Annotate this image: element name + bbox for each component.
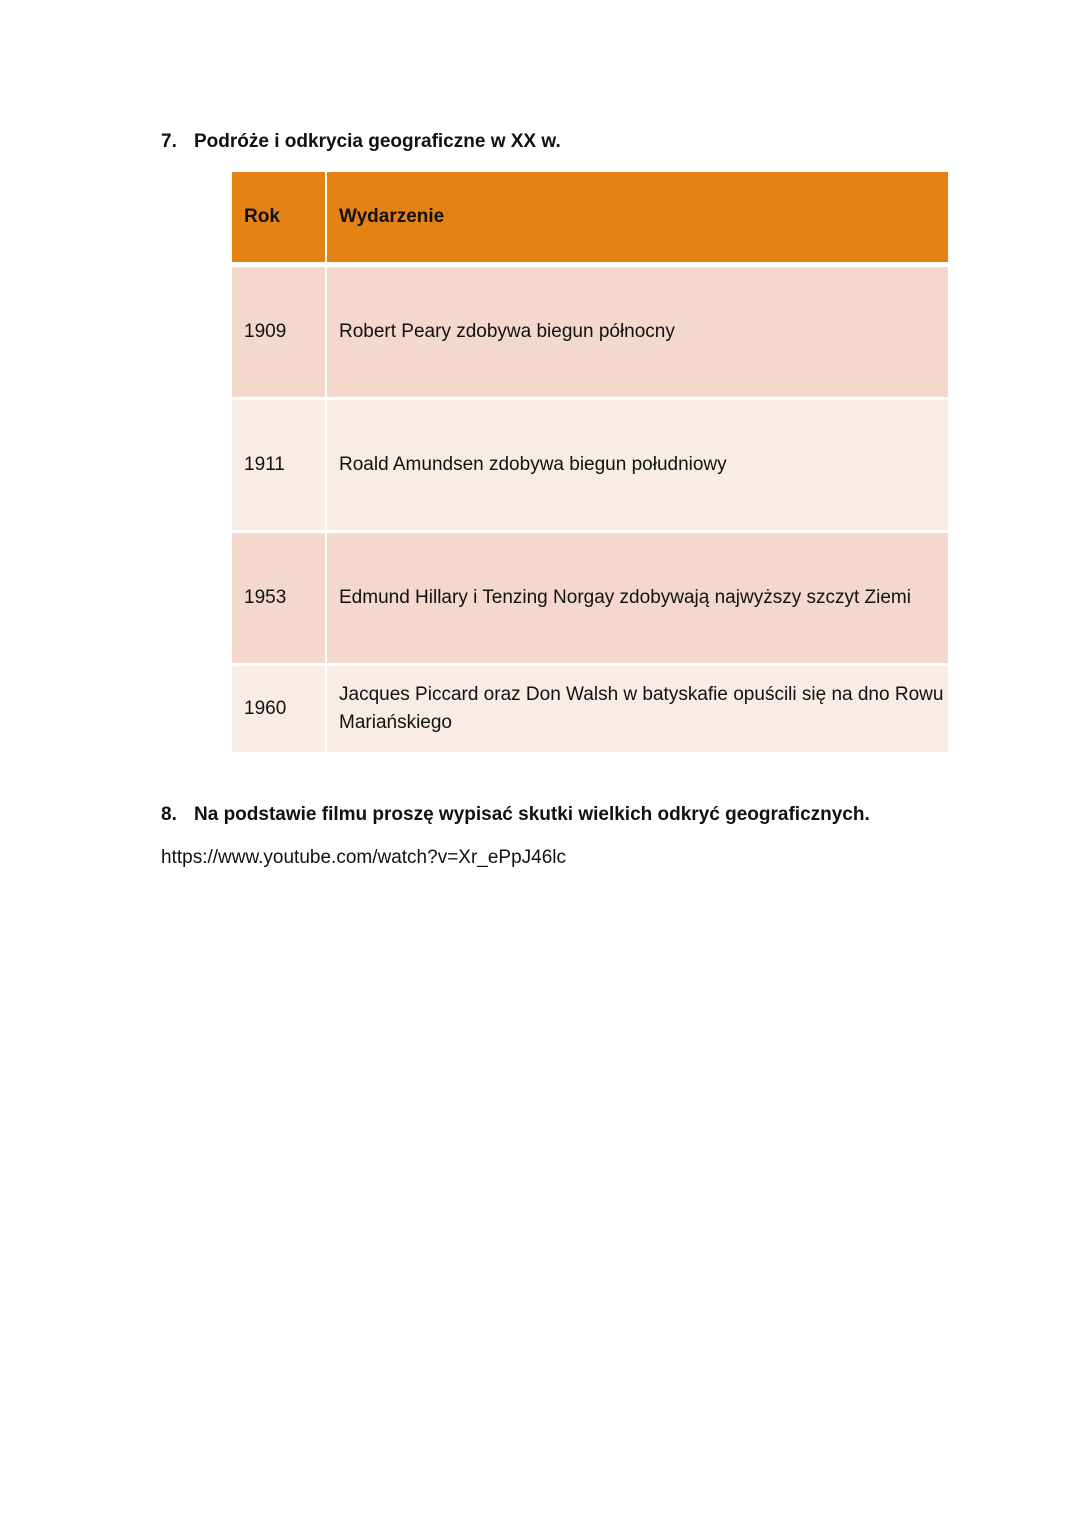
section-7-heading xyxy=(161,130,561,154)
section-7-number: 7. xyxy=(161,131,177,152)
row-year: 1960 xyxy=(232,665,326,753)
section-8-heading xyxy=(161,803,870,827)
row-event: Roald Amundsen zdobywa biegun południowy xyxy=(326,399,948,532)
section-7-title: Podróże i odkrycia geograficzne w XX w. xyxy=(194,131,561,152)
table-row xyxy=(232,532,948,665)
events-table xyxy=(232,172,948,752)
video-link[interactable]: https://www.youtube.com/watch?v=Xr_ePpJ46lc xyxy=(161,847,567,868)
table-row xyxy=(232,265,948,399)
table-row xyxy=(232,665,948,753)
header-year: Rok xyxy=(232,172,326,265)
row-event: Robert Peary zdobywa biegun północny xyxy=(326,265,948,399)
row-event: Jacques Piccard oraz Don Walsh w batyskafie opuścili się na dno Rowu Mariańskiego xyxy=(326,665,948,753)
row-year: 1909 xyxy=(232,265,326,399)
row-year: 1911 xyxy=(232,399,326,532)
header-event: Wydarzenie xyxy=(326,172,948,265)
table-row xyxy=(232,399,948,532)
section-8-title: Na podstawie filmu proszę wypisać skutki wielkich odkryć geograficznych. xyxy=(194,804,870,825)
row-year: 1953 xyxy=(232,532,326,665)
row-event: Edmund Hillary i Tenzing Norgay zdobywają najwyższy szczyt Ziemi xyxy=(326,532,948,665)
section-8-number: 8. xyxy=(161,804,177,825)
table-header-row xyxy=(232,172,948,265)
